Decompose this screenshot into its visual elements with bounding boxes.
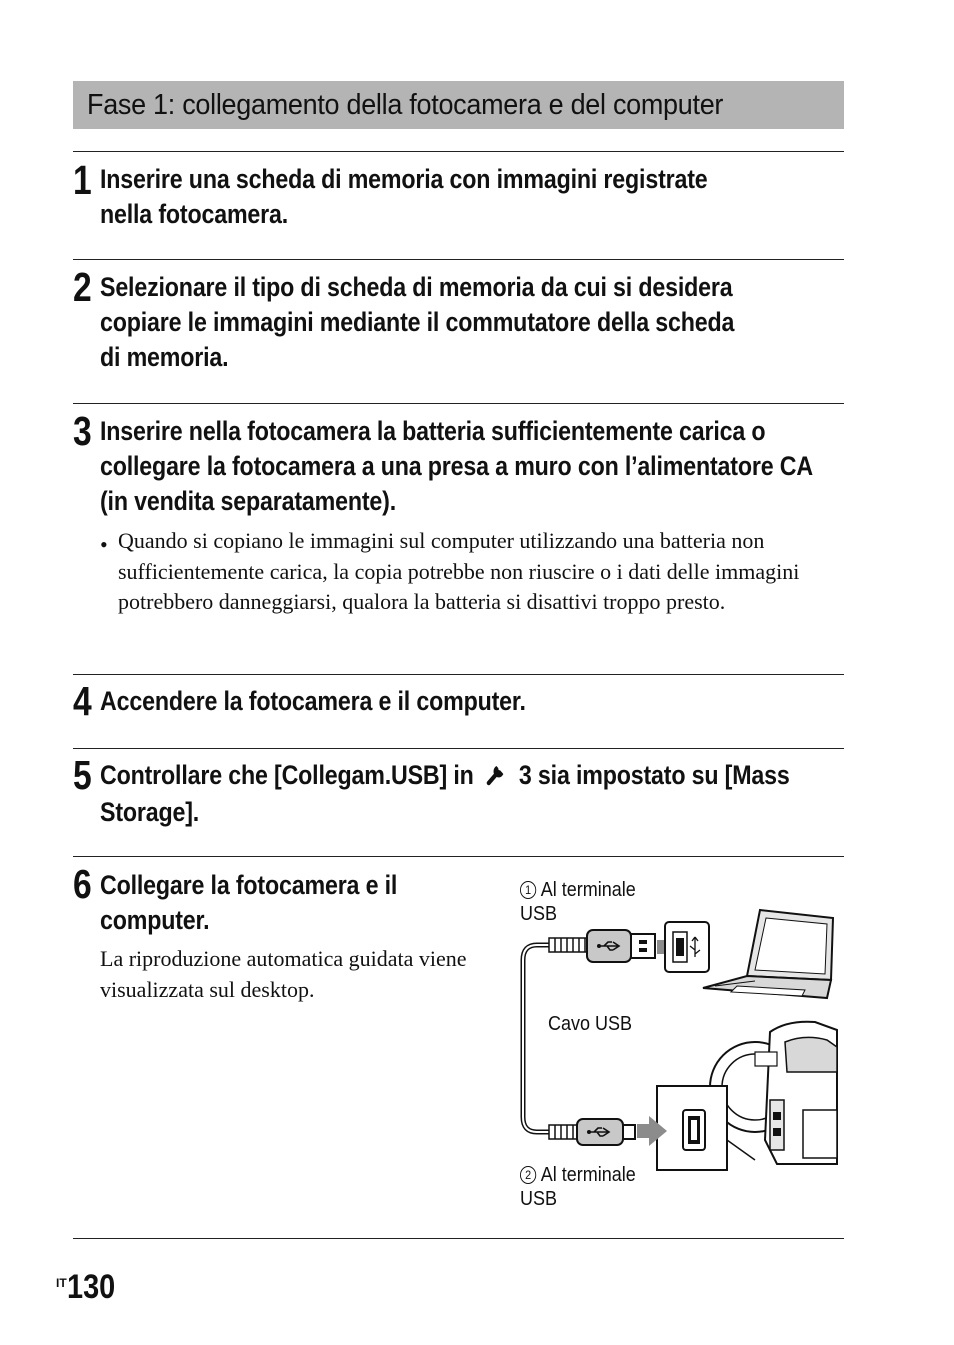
step-1-text: Inserire una scheda di memoria con immagini registrate nella fotocamera. — [100, 164, 708, 229]
label-1-line-2: USB — [520, 903, 558, 925]
label-usb-terminal-2 — [520, 1163, 636, 1211]
mini-usb-plug — [577, 1119, 635, 1145]
step-5-text-after: 3 sia impostato su [Mass Storage]. — [100, 760, 790, 827]
camera-illustration — [710, 1022, 837, 1164]
section-title: Fase 1: collegamento della fotocamera e del computer — [87, 89, 724, 121]
step-number-3: 3 — [73, 408, 92, 454]
label-2-line-2: USB — [520, 1188, 558, 1210]
step-number-1: 1 — [73, 157, 92, 203]
page-number — [56, 1268, 123, 1307]
circled-number-1: 1 — [520, 881, 536, 899]
step-number-4: 4 — [73, 678, 92, 724]
usb-connection-diagram — [515, 872, 840, 1217]
step-number-2: 2 — [73, 264, 92, 310]
footer-divider — [73, 1238, 844, 1239]
circled-number-2: 2 — [520, 1166, 536, 1184]
step-2-text: Selezionare il tipo di scheda di memoria da cui si desidera copiare le immagini mediante il commutatore della scheda di memoria. — [100, 272, 735, 372]
step-6-body: La riproduzione automatica guidata viene visualizzata sul desktop. — [100, 946, 467, 1002]
language-code: IT — [56, 1276, 67, 1290]
computer-usb-port — [665, 922, 709, 972]
step-number-6: 6 — [73, 861, 92, 907]
page-number-value: 130 — [66, 1268, 115, 1306]
step-4-text: Accendere la fotocamera e il computer. — [100, 686, 526, 716]
divider — [73, 259, 844, 260]
divider — [73, 748, 844, 749]
label-1-line-1: Al terminale — [540, 879, 636, 901]
divider — [73, 151, 844, 152]
step-5-text-before: Controllare che [Collegam.USB] in — [100, 760, 474, 790]
step-number-5: 5 — [73, 752, 92, 798]
bullet-marker: • — [100, 532, 108, 557]
cable-strain-relief-bottom — [549, 1125, 579, 1139]
usb-a-plug — [587, 930, 655, 962]
cable-label: Cavo USB — [548, 1013, 633, 1035]
wrench-icon — [485, 760, 507, 795]
divider — [73, 403, 844, 404]
step-6-text: Collegare la fotocamera e il computer. — [100, 870, 398, 935]
step-3-note: Quando si copiano le immagini sul computer utilizzando una batteria non sufficientemente carica, la copia potrebbe non riuscire o i dati delle immagini potrebbero danneggiarsi, qualora la batteria si disattivi troppo presto. — [118, 528, 800, 614]
step-5-text — [100, 758, 840, 830]
label-2-line-1: Al terminale — [540, 1164, 636, 1186]
step-3-text: Inserire nella fotocamera la batteria sufficientemente carica o collegare la fotocamera a una presa a muro con l’alimentatore CA (in vendita separatamente). — [100, 416, 813, 516]
laptop-illustration — [703, 910, 833, 998]
divider — [73, 856, 844, 857]
label-usb-terminal-1 — [520, 878, 636, 926]
divider — [73, 674, 844, 675]
section-header — [73, 81, 844, 129]
cable-strain-relief-top — [549, 938, 589, 952]
